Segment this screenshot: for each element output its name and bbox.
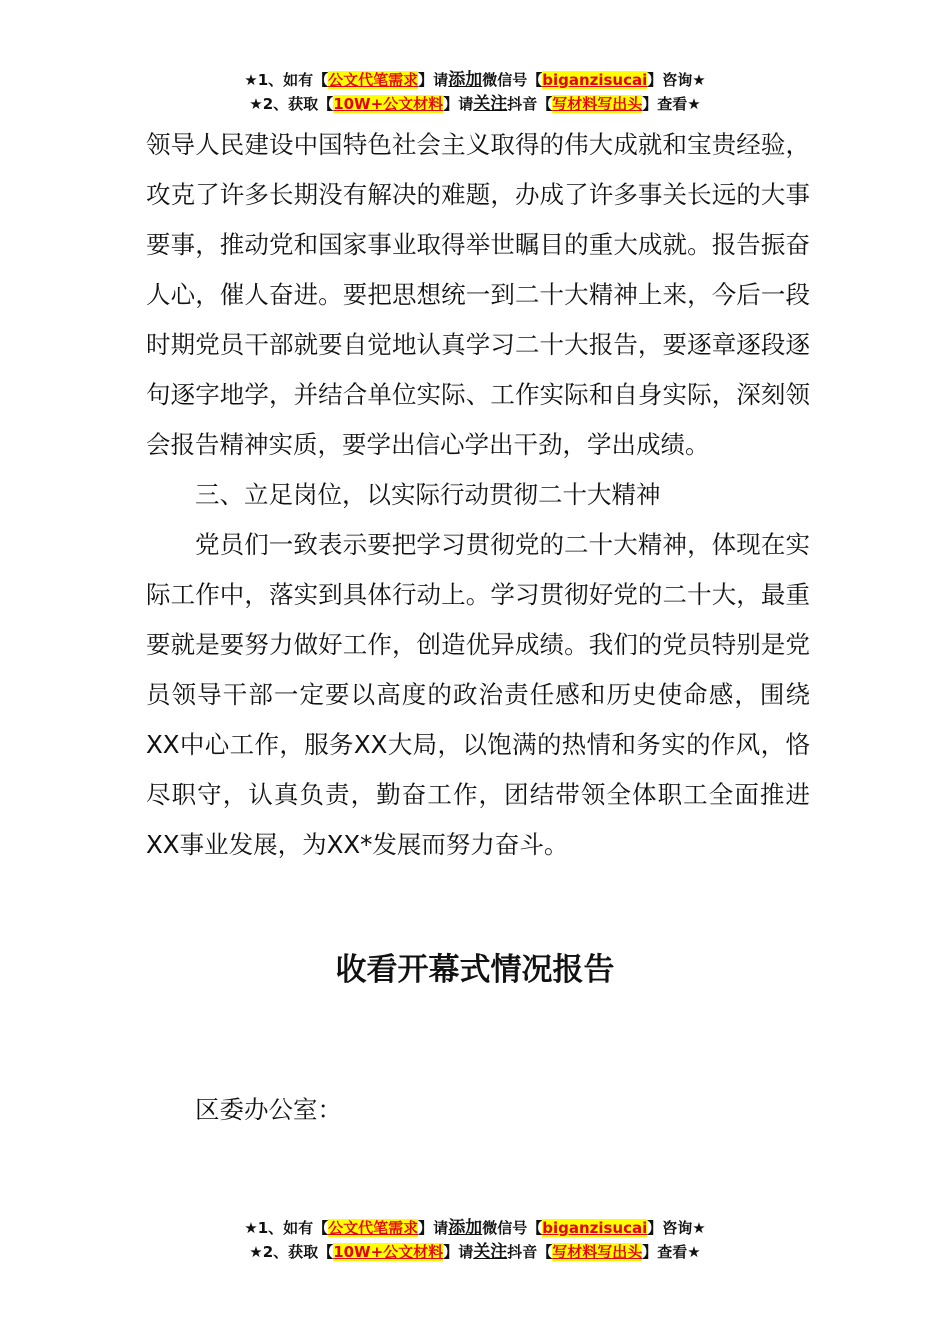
promo-text: 微信号【 [482,1219,543,1237]
promo-wechat-id: biganzisucai [542,71,648,89]
promo-highlight: 公文代笔需求 [328,71,419,89]
body-paragraph-2: 党员们一致表示要把学习贯彻党的二十大精神，体现在实际工作中，落实到具体行动上。学习贯彻好党的二十大，最重要就是要努力做好工作，创造优异成绩。我们的党员特别是党员领导干部一定要以高度的政治责任感和历史使命感，围绕XX中心工作，服务XX大局，以饱满的热情和务实的作风，恪尽职守，认真负责，勤奋工作，团结带领全体职工全面推进XX事业发展，为XX*发展而努力奋斗。 [146,530,810,859]
promo-text: 】咨询★ [647,71,706,89]
promo-text: 】咨询★ [647,1219,706,1237]
promo-banner-top [0,68,950,116]
promo-highlight: 10W+公文材料 [333,1243,444,1261]
promo-line-1 [0,1216,950,1240]
promo-text: 】查看★ [642,1243,701,1261]
promo-text: 抖音【 [507,95,553,113]
promo-highlight: 10W+公文材料 [333,95,444,113]
promo-text: ★1、如有【 [244,71,329,89]
document-title: 收看开幕式情况报告 [335,952,615,988]
promo-line-2 [0,92,950,116]
body-paragraph-1: 领导人民建设中国特色社会主义取得的伟大成就和宝贵经验，攻克了许多长期没有解决的难题，办成了许多事关长远的大事要事，推动党和国家事业取得举世瞩目的重大成就。报告振奋人心，催人奋进。要把思想统一到二十大精神上来，今后一段时期党员干部就要自觉地认真学习二十大报告，要逐章逐段逐句逐字地学，并结合单位实际、工作实际和自身实际，深刻领会报告精神实质，要学出信心学出干劲，学出成绩。 [146,130,810,459]
promo-emphasis: 关注 [473,94,508,114]
promo-banner-bottom [0,1216,950,1264]
promo-text: ★2、获取【 [249,1243,334,1261]
promo-highlight: 公文代笔需求 [328,1219,419,1237]
promo-emphasis: 添加 [448,70,483,90]
promo-douyin-id: 写材料写出头 [552,1243,643,1261]
promo-text: ★1、如有【 [244,1219,329,1237]
promo-text: 微信号【 [482,71,543,89]
promo-text: 】请 [418,1219,449,1237]
promo-text: ★2、获取【 [249,95,334,113]
promo-line-1 [0,68,950,92]
promo-text: 】请 [418,71,449,89]
promo-text: 】查看★ [642,95,701,113]
addressee: 区委办公室： [195,1095,342,1124]
promo-text: 】请 [443,1243,474,1261]
promo-emphasis: 添加 [448,1218,483,1238]
promo-text: 】请 [443,95,474,113]
promo-line-2 [0,1240,950,1264]
promo-text: 抖音【 [507,1243,553,1261]
promo-emphasis: 关注 [473,1242,508,1262]
promo-wechat-id: biganzisucai [542,1219,648,1237]
promo-douyin-id: 写材料写出头 [552,95,643,113]
section-heading-3: 三、立足岗位，以实际行动贯彻二十大精神 [195,480,661,509]
document-body [146,120,810,870]
